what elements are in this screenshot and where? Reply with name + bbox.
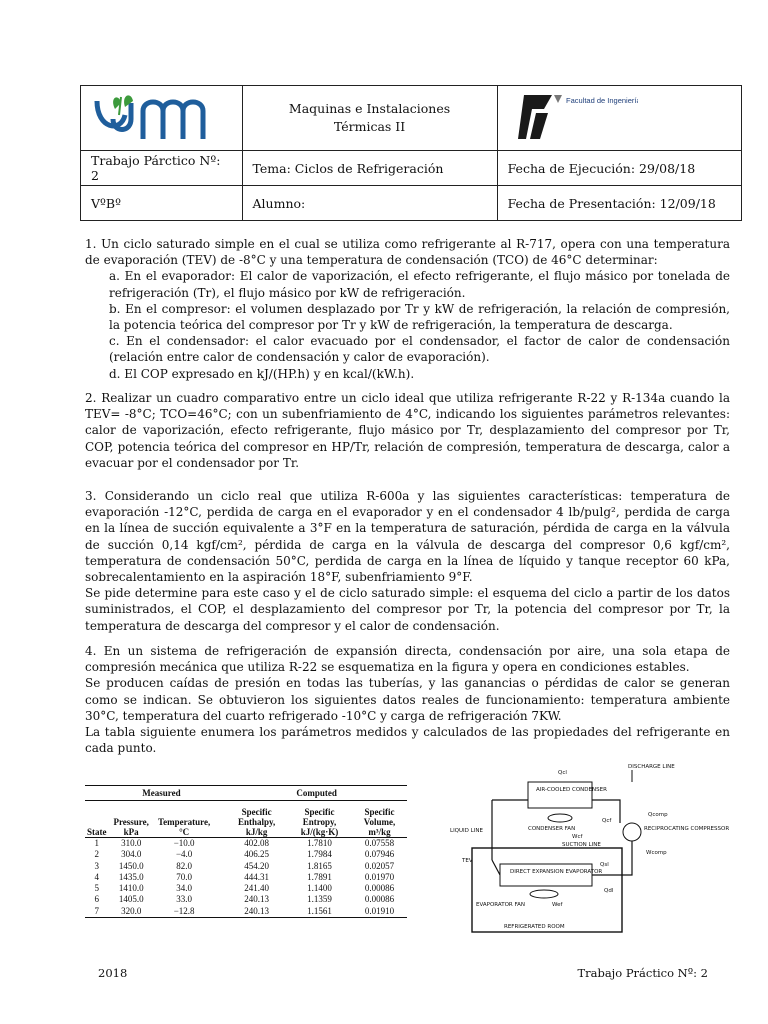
- table-cell: 70.0: [176, 871, 192, 882]
- table-cell: 1405.0: [118, 894, 144, 905]
- evaporator-fan-shape: [530, 890, 558, 898]
- table-cell: 1435.0: [118, 871, 144, 882]
- exercise-2: [85, 390, 730, 471]
- table-cell: 0.01970: [364, 871, 395, 882]
- university-logo-cell: [81, 86, 243, 151]
- diagram-label-wcomp: Wcomp: [646, 850, 667, 856]
- suction-line-label: SUCTION LINE: [562, 842, 601, 848]
- gap-cell: [214, 906, 226, 918]
- table-cell: −10.0: [173, 838, 195, 848]
- evaporator-label: DIRECT EXPANSION EVAPORATOR: [510, 869, 603, 875]
- col-header-enthalpy: Specific Enthalpy, kJ/kg: [226, 801, 287, 838]
- table-row: [85, 906, 407, 918]
- table-cell: 34.0: [176, 883, 192, 894]
- table-cell: 1450.0: [118, 860, 144, 871]
- table-cell: 406.25: [244, 849, 270, 860]
- table-cell: 402.08: [244, 838, 270, 848]
- exercise-1: [85, 236, 730, 382]
- table-cell: 304.0: [121, 849, 142, 860]
- footer-year: 2018: [98, 966, 128, 980]
- table-cell: 0.02057: [364, 860, 395, 871]
- table-row: [85, 838, 407, 850]
- table-cell: 240.13: [244, 894, 270, 905]
- table-cell: 1.1359: [307, 894, 332, 905]
- gap-cell: [214, 849, 226, 860]
- table-cell: 1.7891: [307, 871, 332, 882]
- table-cell: 320.0: [109, 906, 154, 918]
- gap-cell: [214, 872, 226, 883]
- col-header-temperature: Temperature, °C: [154, 801, 215, 838]
- diagram-label-qcl: Qcl: [558, 770, 567, 776]
- table-row: [85, 872, 407, 883]
- diagram-label-qsl: Qsl: [600, 862, 609, 868]
- table-cell: 240.13: [226, 906, 287, 918]
- course-title-cell: [242, 86, 497, 151]
- table-cell: 0.07558: [364, 838, 395, 848]
- course-title-line1: Maquinas e Instalaciones: [288, 101, 451, 116]
- exercise-4-table-intro: La tabla siguiente enumera los parámetros medidos y calculados de las propiedades del refrigerante en cada punto.: [85, 725, 730, 756]
- table-cell: −12.8: [154, 906, 215, 918]
- table-cell: 82.0: [176, 860, 192, 871]
- exercise-4-text: 4. En un sistema de refrigeración de expansión directa, condensación por aire, una sola etapa de compresión mecánica que utiliza R-22 se esquematiza en la figura y opera en condiciones estables.: [85, 644, 730, 675]
- exercise-4: [85, 643, 730, 756]
- measured-group-header: Measured: [109, 786, 215, 801]
- exercise-2-text: 2. Realizar un cuadro comparativo entre un ciclo ideal que utiliza refrigerante R-22 y R-134a cuando la TEV= -8°C; TCO=46°C; con un subenfriamiento de 4°C, indicando los siguientes parámetros relevantes: calor de vaporización, efecto refrigerante, flujo másico por Tr, desplazamiento del compresor por Tr, COP, potencia teórica del compresor en HP/Tr, relación de compresión, temperatura de descarga, calor a evacuar por el condensador por Tr.: [85, 391, 730, 470]
- exercise-3: [85, 488, 730, 634]
- liquid-line-label: LIQUID LINE: [450, 828, 483, 834]
- exercise-1-c: c. En el condensador: el calor evacuado por el condensador, el factor de calor de condensación (relación entre calor de condensación y calor de evaporación).: [109, 334, 730, 365]
- table-cell: 0.07946: [364, 849, 395, 860]
- table-cell: 454.20: [244, 860, 270, 871]
- table-cell: 6: [94, 894, 99, 905]
- footer-right: Trabajo Práctico Nº: 2: [577, 966, 708, 980]
- table-cell: 7: [85, 906, 109, 918]
- table-cell: 0.00086: [364, 883, 395, 894]
- table-cell: 310.0: [121, 838, 142, 848]
- diagram-label-qdl: Qdl: [604, 888, 614, 894]
- table-cell: 1.1561: [287, 906, 352, 918]
- refrigerant-property-table: [85, 785, 407, 933]
- gap-cell: [214, 861, 226, 872]
- exercise-1-d: d. El COP expresado en kJ/(HP.h) y en kcal/(kW.h).: [109, 366, 415, 381]
- col-header-state: State: [85, 801, 109, 838]
- vobo-cell: VºBº: [81, 186, 243, 221]
- table-cell: 1.7810: [307, 838, 332, 848]
- alumno-cell: Alumno:: [242, 186, 497, 221]
- evaporator-fan-label: EVAPORATOR FAN: [476, 902, 526, 908]
- faculty-logo: [508, 89, 638, 145]
- table-row: [85, 849, 407, 860]
- condenser-label: AIR-COOLED CONDENSER: [536, 787, 607, 793]
- um-logo: [91, 89, 221, 145]
- exercise-3-text: 3. Considerando un ciclo real que utiliza R-600a y las siguientes características: temperatura de evaporación -12°C, perdida de carga en el evaporador y en el condensador 4 lb/pulg², perdida de carga en la línea de succión equivalente a 3°F en la temperatura de saturación, pérdida de carga en la válvula de succión 0,14 kgf/cm², pérdida de carga en la válvula de descarga del compresor 0,6 kgf/cm², temperatura de condensación 50°C, perdida de carga en la línea de líquido y tanque receptor 60 kPa, sobrecalentamiento en la aspiración 18°F, subenfriamiento 9°F.: [85, 489, 730, 585]
- table-cell: 5: [94, 883, 99, 894]
- table-cell: 33.0: [176, 894, 192, 905]
- tev-pipe: [492, 860, 500, 875]
- diagram-label-wcf: Wcf: [572, 834, 583, 840]
- compressor-label: RECIPROCATING COMPRESSOR: [644, 826, 730, 832]
- table-cell: 444.31: [244, 871, 270, 882]
- evaporator-box: [500, 864, 592, 886]
- col-header-pressure: Pressure, kPa: [109, 801, 154, 838]
- exercise-1-b: b. En el compresor: el volumen desplazado por Tr y kW de refrigeración, la relación de compresión, la potencia teórica del compresor por Tr y kW de refrigeración, la temperatura de descarga.: [109, 301, 730, 333]
- table-row: [85, 861, 407, 872]
- diagram-label-qcf: Qcf: [602, 818, 612, 824]
- table-cell: 1410.0: [118, 883, 144, 894]
- tev-label: TEV: [462, 858, 473, 864]
- tema-cell: Tema: Ciclos de Refrigeración: [242, 151, 497, 186]
- table-row: [85, 894, 407, 905]
- exercise-1-a: a. En el evaporador: El calor de vaporización, el efecto refrigerante, el flujo másico por tonelada de refrigeración (Tr), el flujo másico por kW de refrigeración.: [109, 269, 730, 300]
- condenser-fan-shape: [548, 814, 572, 822]
- header-table: [80, 85, 742, 221]
- discharge-piping: [492, 800, 620, 823]
- table-cell: 2: [94, 849, 99, 860]
- table-cell: 4: [94, 871, 99, 882]
- col-header-entropy: Specific Entropy, kJ/(kg·K): [287, 801, 352, 838]
- table-cell: 1.7984: [307, 849, 332, 860]
- col-header-volume: Specific Volume, m³/kg: [352, 801, 407, 838]
- faculty-logo-text: Facultad de Ingeniería: [565, 95, 638, 105]
- refrigerated-room-label: REFRIGERATED ROOM: [504, 924, 565, 930]
- table-row: [85, 883, 407, 894]
- fecha-ejecucion-cell: Fecha de Ejecución: 29/08/18: [497, 151, 741, 186]
- table-cell: 0.01910: [352, 906, 407, 918]
- gap-cell: [214, 883, 226, 894]
- gap-cell: [214, 894, 226, 905]
- diagram-label-wef: Wef: [552, 902, 563, 908]
- table-cell: 0.00086: [364, 894, 395, 905]
- gap-cell: [214, 838, 226, 850]
- faculty-logo-cell: [497, 86, 741, 151]
- exercise-3-request: Se pide determine para este caso y el de ciclo saturado simple: el esquema del ciclo a partir de los datos suministrados, el COP, el desplazamiento del compresor por Tr, la potencia del compresor por Tr, la temperatura de descarga del compresor y el calor de condensación.: [85, 586, 730, 633]
- refrigeration-system-diagram: [432, 760, 732, 938]
- table-cell: 1.1400: [307, 883, 332, 894]
- fecha-presentacion-cell: Fecha de Presentación: 12/09/18: [497, 186, 741, 221]
- computed-group-header: Computed: [226, 786, 407, 801]
- exercise-1-intro: 1. Un ciclo saturado simple en el cual se utiliza como refrigerante al R-717, opera con una temperatura de evaporación (TEV) de -8°C y una temperatura de condensación (TCO) de 46°C determinar:: [85, 237, 730, 268]
- table-cell: 1.8165: [307, 860, 332, 871]
- table-cell: 1: [94, 838, 99, 848]
- table-cell: −4.0: [175, 849, 193, 860]
- discharge-line-label: DISCHARGE LINE: [628, 764, 675, 770]
- condenser-box: [528, 782, 592, 808]
- table-cell: 241.40: [244, 883, 270, 894]
- exercise-4-data: Se producen caídas de presión en todas las tuberías, y las ganancias o pérdidas de calor se generan como se indican. Se obtuvieron los siguientes datos reales de funcionamiento: temperatura ambiente 30°C, temperatura del cuarto refrigerado -10°C y carga de refrigeración 7KW.: [85, 676, 730, 723]
- trabajo-cell: Trabajo Párctico Nº: 2: [81, 151, 243, 186]
- table-cell: 3: [94, 860, 99, 871]
- condenser-fan-label: CONDENSER FAN: [528, 826, 576, 832]
- course-title-line2: Térmicas II: [333, 119, 406, 134]
- diagram-label-qcomp: Qcomp: [648, 812, 668, 818]
- compressor-shape: [623, 823, 641, 841]
